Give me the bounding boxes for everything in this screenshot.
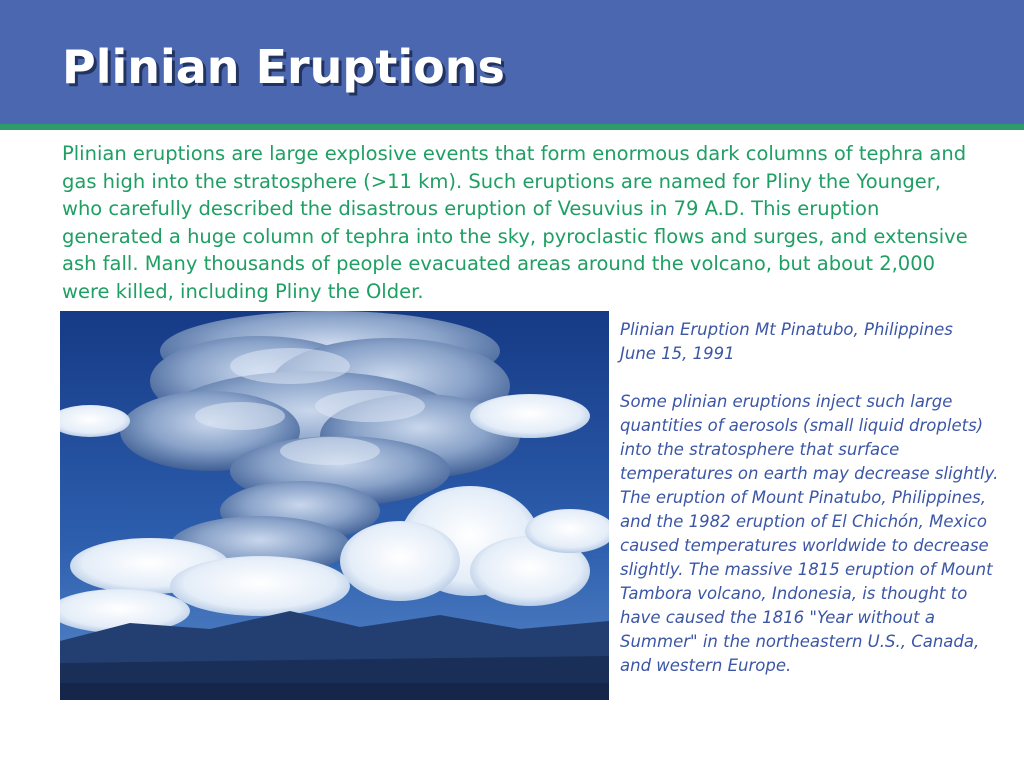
eruption-column-photo bbox=[60, 311, 609, 700]
photo-caption bbox=[620, 318, 1000, 678]
caption-title: Plinian Eruption Mt Pinatubo, Philippines bbox=[620, 320, 953, 339]
eruption-photo-illustration bbox=[60, 311, 609, 700]
caption-spacer bbox=[620, 366, 1000, 390]
title-accent-rule bbox=[0, 124, 1024, 130]
caption-body: Some plinian eruptions inject such large quantities of aerosols (small liquid droplets) into the stratosphere that surface temperatures on earth may decrease slightly. The eruption of Mount Pinatubo, Philippines, and the 1982 eruption of El Chichón, Mexico caused temperatures worldwide to decrease slightly. The massive 1815 eruption of Mount Tambora volcano, Indonesia, is thought to have caused the 1816 "Year without a Summer" in the northeastern U.S., Canada, and western Europe. bbox=[620, 392, 999, 675]
slide-title: Plinian Eruptions bbox=[62, 40, 505, 94]
intro-paragraph: Plinian eruptions are large explosive events that form enormous dark columns of tephra and gas high into the stratosphere (>11 km). Such eruptions are named for Pliny the Younger, who carefully described the disastrous eruption of Vesuvius in 79 A.D. This eruption generated a huge column of tephra into the sky, pyroclastic flows and surges, and extensive ash fall. Many thousands of people evacuated areas around the volcano, but about 2,000 were killed, including Pliny the Older. bbox=[62, 142, 968, 303]
caption-date: June 15, 1991 bbox=[620, 344, 735, 363]
